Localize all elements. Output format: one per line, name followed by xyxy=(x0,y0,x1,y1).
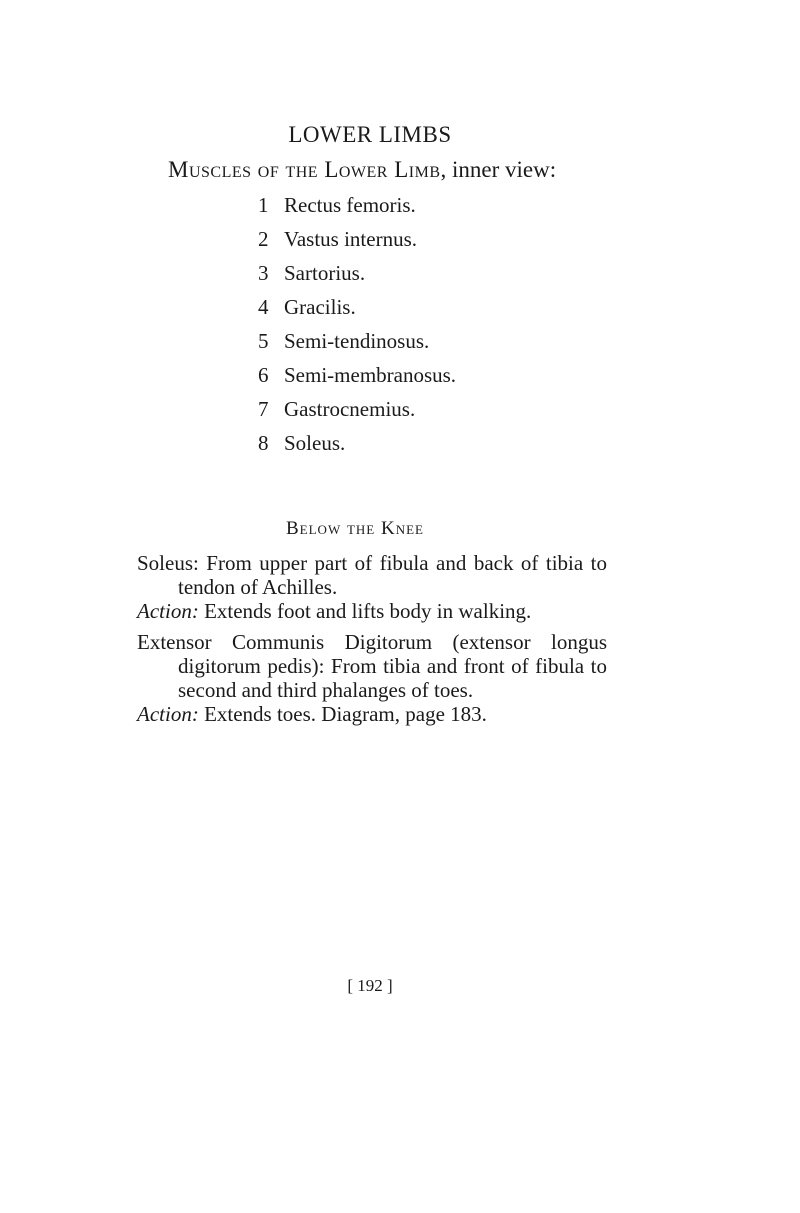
item-number: 1 xyxy=(258,193,269,217)
muscle-list xyxy=(258,190,456,462)
item-name: Semi-membranosus. xyxy=(284,363,457,387)
list-item xyxy=(258,428,456,462)
item-name: Rectus femoris. xyxy=(284,193,416,217)
entry-action xyxy=(137,702,607,726)
page-number: [ 192 ] xyxy=(347,976,393,995)
action-label: Action: xyxy=(137,599,199,623)
item-name: Vastus internus. xyxy=(284,227,417,251)
list-item xyxy=(258,190,456,224)
caption-rest: , inner view: xyxy=(440,157,557,182)
entry-description: Extensor Communis Digitorum (extensor longus digitorum pedis): From tibia and front of fibula to second and third phalanges of toes. xyxy=(137,630,607,702)
entry-extensor xyxy=(137,630,607,726)
item-number: 3 xyxy=(258,261,269,285)
list-item xyxy=(258,258,456,292)
item-name: Gracilis. xyxy=(284,295,356,319)
list-item xyxy=(258,326,456,360)
item-number: 2 xyxy=(258,227,269,251)
page-title: LOWER LIMBS xyxy=(288,122,452,147)
item-name: Gastrocnemius. xyxy=(284,397,416,421)
action-text: Extends foot and lifts body in walking. xyxy=(198,599,532,623)
item-number: 6 xyxy=(258,363,269,387)
item-number: 7 xyxy=(258,397,269,421)
item-number: 4 xyxy=(258,295,269,319)
caption-caps: Muscles of the Lower Limb xyxy=(168,157,441,182)
list-item xyxy=(258,292,456,326)
list-item xyxy=(258,224,456,258)
item-name: Soleus. xyxy=(284,431,346,455)
entry-description: Soleus: From upper part of fibula and back of tibia to tendon of Achilles. xyxy=(137,551,607,599)
action-label: Action: xyxy=(137,702,199,726)
list-item xyxy=(258,394,456,428)
figure-caption xyxy=(168,157,556,183)
entry-soleus xyxy=(137,551,607,623)
list-item xyxy=(258,360,456,394)
entry-action xyxy=(137,599,607,623)
section-heading: Below the Knee xyxy=(286,518,424,539)
action-text: Extends toes. Diagram, page 183. xyxy=(198,702,487,726)
item-name: Sartorius. xyxy=(284,261,366,285)
item-number: 5 xyxy=(258,329,269,353)
item-number: 8 xyxy=(258,431,269,455)
item-name: Semi-tendinosus. xyxy=(284,329,430,353)
